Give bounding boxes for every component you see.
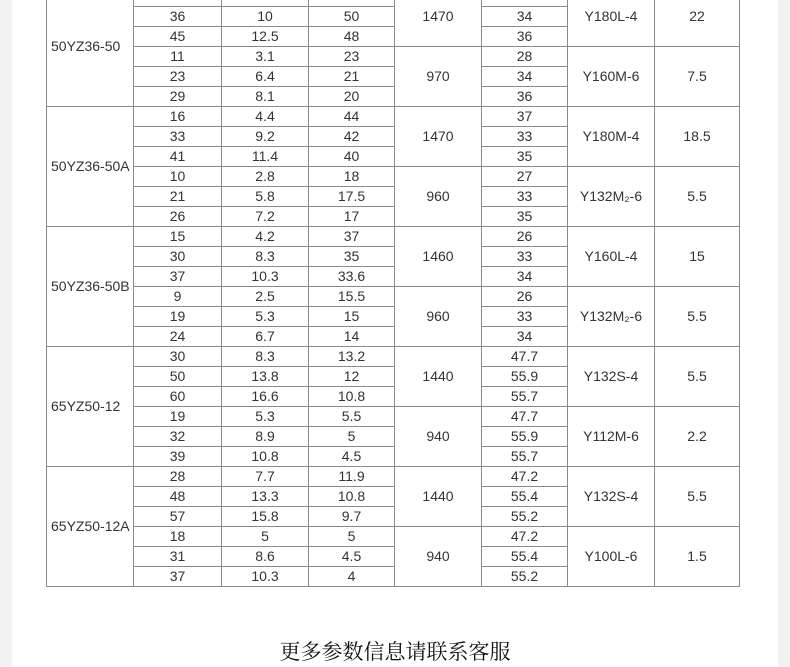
flow-cell: 18	[134, 527, 222, 547]
npsh-cell: 47.7	[482, 347, 568, 367]
motor-cell: Y132M₂-6	[568, 287, 655, 347]
flow-cell: 33	[134, 127, 222, 147]
power-cell: 5.5	[655, 347, 740, 407]
power-cell: 15	[655, 227, 740, 287]
flow-cell: 48	[134, 487, 222, 507]
npsh-cell: 55.7	[482, 387, 568, 407]
flow-cell: 9	[134, 287, 222, 307]
flow-ls-cell: 8.3	[222, 247, 309, 267]
flow-ls-cell: 7.7	[222, 467, 309, 487]
model-cell: 65YZ50-12A	[47, 467, 134, 587]
power-cell: 1.5	[655, 527, 740, 587]
model-cell: 65YZ50-12	[47, 347, 134, 467]
npsh-cell: 37	[482, 107, 568, 127]
flow-cell: 57	[134, 507, 222, 527]
head-cell: 44	[309, 107, 395, 127]
flow-cell: 37	[134, 267, 222, 287]
flow-ls-cell: 16.6	[222, 387, 309, 407]
flow-ls-cell: 8.9	[222, 427, 309, 447]
npsh-cell: 55.9	[482, 367, 568, 387]
flow-ls-cell: 7.2	[222, 207, 309, 227]
npsh-cell: 34	[482, 7, 568, 27]
head-cell: 4.5	[309, 447, 395, 467]
head-cell: 15	[309, 307, 395, 327]
npsh-cell: 34	[482, 327, 568, 347]
flow-cell: 39	[134, 447, 222, 467]
flow-ls-cell: 15.8	[222, 507, 309, 527]
head-cell: 50	[309, 7, 395, 27]
npsh-cell: 34	[482, 267, 568, 287]
motor-cell: Y180L-4	[568, 0, 655, 47]
flow-cell: 10	[134, 167, 222, 187]
motor-cell: Y100L-6	[568, 527, 655, 587]
npsh-cell: 35	[482, 147, 568, 167]
npsh-cell: 47.7	[482, 407, 568, 427]
flow-ls-cell: 5.8	[222, 187, 309, 207]
head-cell: 9.7	[309, 507, 395, 527]
npsh-cell: 55.4	[482, 547, 568, 567]
table-row	[47, 287, 740, 307]
npsh-cell: 26	[482, 287, 568, 307]
flow-cell: 41	[134, 147, 222, 167]
npsh-cell: 33	[482, 307, 568, 327]
flow-ls-cell: 11.4	[222, 147, 309, 167]
flow-ls-cell: 5.3	[222, 407, 309, 427]
npsh-cell: 36	[482, 87, 568, 107]
table-row	[47, 347, 740, 367]
table-row	[47, 407, 740, 427]
power-cell: 22	[655, 0, 740, 47]
speed-cell: 960	[395, 287, 482, 347]
flow-ls-cell: 10.3	[222, 567, 309, 587]
head-cell: 11.9	[309, 467, 395, 487]
flow-ls-cell: 5.3	[222, 307, 309, 327]
flow-ls-cell: 5	[222, 527, 309, 547]
head-cell: 10.8	[309, 387, 395, 407]
npsh-cell: 27	[482, 167, 568, 187]
head-cell: 20	[309, 87, 395, 107]
flow-ls-cell: 3.1	[222, 47, 309, 67]
flow-cell: 37	[134, 567, 222, 587]
flow-cell: 36	[134, 7, 222, 27]
head-cell: 14	[309, 327, 395, 347]
flow-ls-cell: 4.2	[222, 227, 309, 247]
motor-cell: Y132S-4	[568, 467, 655, 527]
head-cell: 5	[309, 427, 395, 447]
flow-cell: 30	[134, 347, 222, 367]
npsh-cell: 55.7	[482, 447, 568, 467]
flow-ls-cell: 12.5	[222, 27, 309, 47]
flow-cell: 28	[134, 467, 222, 487]
model-cell: 50YZ36-50A	[47, 107, 134, 227]
speed-cell: 960	[395, 167, 482, 227]
flow-cell: 31	[134, 547, 222, 567]
power-cell: 7.5	[655, 47, 740, 107]
flow-ls-cell: 6.4	[222, 67, 309, 87]
flow-cell: 21	[134, 187, 222, 207]
npsh-cell: 34	[482, 67, 568, 87]
speed-cell: 1470	[395, 0, 482, 47]
flow-cell: 23	[134, 67, 222, 87]
npsh-cell: 35	[482, 207, 568, 227]
head-cell: 17	[309, 207, 395, 227]
flow-cell: 19	[134, 407, 222, 427]
head-cell: 42	[309, 127, 395, 147]
head-cell: 23	[309, 47, 395, 67]
speed-cell: 1440	[395, 347, 482, 407]
npsh-cell: 26	[482, 227, 568, 247]
head-cell: 37	[309, 227, 395, 247]
flow-ls-cell: 6.7	[222, 327, 309, 347]
npsh-cell: 33	[482, 127, 568, 147]
flow-ls-cell: 2.5	[222, 287, 309, 307]
left-margin-bar	[0, 0, 12, 667]
table-row	[47, 107, 740, 127]
npsh-cell: 33	[482, 187, 568, 207]
power-cell: 2.2	[655, 407, 740, 467]
flow-ls-cell: 10.8	[222, 447, 309, 467]
flow-cell: 29	[134, 87, 222, 107]
flow-cell: 15	[134, 227, 222, 247]
right-margin-bar	[778, 0, 790, 667]
head-cell: 15.5	[309, 287, 395, 307]
flow-cell: 45	[134, 27, 222, 47]
head-cell: 18	[309, 167, 395, 187]
flow-ls-cell: 10.3	[222, 267, 309, 287]
head-cell: 40	[309, 147, 395, 167]
flow-ls-cell: 9.2	[222, 127, 309, 147]
flow-cell: 24	[134, 327, 222, 347]
head-cell: 33.6	[309, 267, 395, 287]
head-cell: 12	[309, 367, 395, 387]
table-row	[47, 467, 740, 487]
npsh-cell: 28	[482, 47, 568, 67]
flow-ls-cell: 8.1	[222, 87, 309, 107]
flow-ls-cell: 10	[222, 7, 309, 27]
npsh-cell: 55.4	[482, 487, 568, 507]
npsh-cell: 55.9	[482, 427, 568, 447]
head-cell: 48	[309, 27, 395, 47]
contact-footer: 更多参数信息请联系客服	[279, 640, 511, 664]
head-cell: 13.2	[309, 347, 395, 367]
table-row	[47, 167, 740, 187]
model-cell: 50YZ36-50B	[47, 227, 134, 347]
flow-ls-cell: 8.3	[222, 347, 309, 367]
table-row	[47, 527, 740, 547]
flow-cell: 19	[134, 307, 222, 327]
power-cell: 5.5	[655, 167, 740, 227]
flow-cell: 50	[134, 367, 222, 387]
head-cell: 21	[309, 67, 395, 87]
npsh-cell: 36	[482, 27, 568, 47]
flow-cell: 11	[134, 47, 222, 67]
head-cell: 5	[309, 527, 395, 547]
motor-cell: Y112M-6	[568, 407, 655, 467]
power-cell: 18.5	[655, 107, 740, 167]
speed-cell: 940	[395, 527, 482, 587]
speed-cell: 1470	[395, 107, 482, 167]
pump-spec-table	[46, 0, 740, 587]
flow-ls-cell: 4.4	[222, 107, 309, 127]
flow-cell: 32	[134, 427, 222, 447]
motor-cell: Y132M₂-6	[568, 167, 655, 227]
motor-cell: Y160M-6	[568, 47, 655, 107]
power-cell: 5.5	[655, 287, 740, 347]
flow-ls-cell: 13.8	[222, 367, 309, 387]
npsh-cell: 55.2	[482, 567, 568, 587]
table-row	[47, 47, 740, 67]
flow-cell: 26	[134, 207, 222, 227]
flow-cell: 16	[134, 107, 222, 127]
speed-cell: 940	[395, 407, 482, 467]
flow-ls-cell: 13.3	[222, 487, 309, 507]
speed-cell: 1460	[395, 227, 482, 287]
head-cell: 17.5	[309, 187, 395, 207]
table-row	[47, 227, 740, 247]
flow-ls-cell: 8.6	[222, 547, 309, 567]
flow-cell: 60	[134, 387, 222, 407]
motor-cell: Y132S-4	[568, 347, 655, 407]
flow-ls-cell: 2.8	[222, 167, 309, 187]
power-cell: 5.5	[655, 467, 740, 527]
motor-cell: Y180M-4	[568, 107, 655, 167]
head-cell: 5.5	[309, 407, 395, 427]
head-cell: 4	[309, 567, 395, 587]
flow-cell: 30	[134, 247, 222, 267]
npsh-cell: 33	[482, 247, 568, 267]
npsh-cell: 55.2	[482, 507, 568, 527]
npsh-cell: 47.2	[482, 527, 568, 547]
head-cell: 4.5	[309, 547, 395, 567]
model-cell: 50YZ36-50	[47, 0, 134, 107]
speed-cell: 1440	[395, 467, 482, 527]
head-cell: 10.8	[309, 487, 395, 507]
motor-cell: Y160L-4	[568, 227, 655, 287]
head-cell: 35	[309, 247, 395, 267]
npsh-cell: 47.2	[482, 467, 568, 487]
speed-cell: 970	[395, 47, 482, 107]
